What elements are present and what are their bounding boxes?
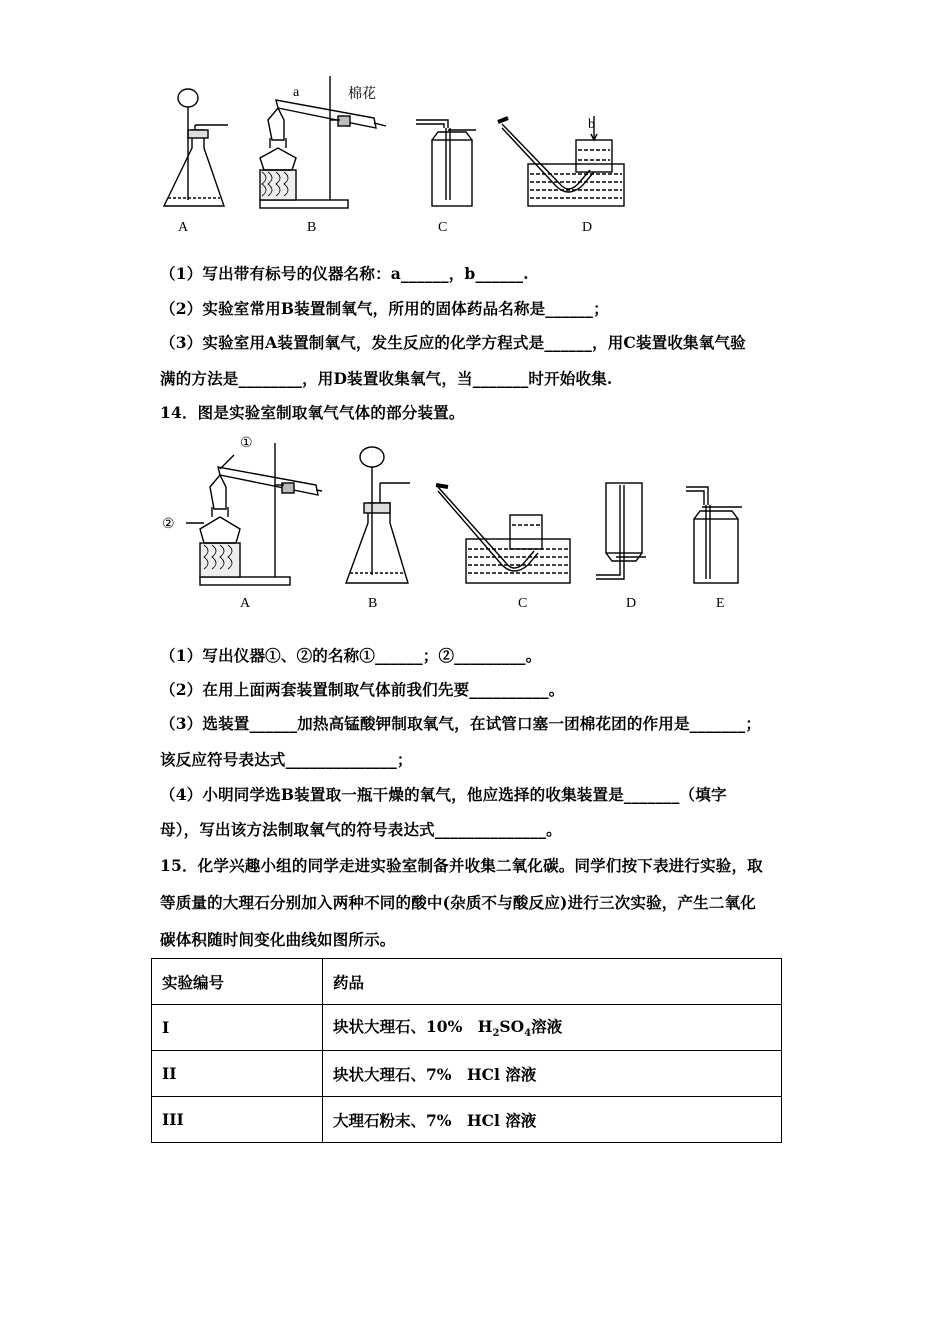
q14-title: 14．图是实验室制取氧气气体的部分装置。	[160, 403, 465, 422]
row-drug-sub1: 2	[492, 1028, 500, 1040]
row-drug: 大理石粉末、7% HCl 溶液	[323, 1097, 782, 1143]
fig13-label-d: D	[582, 220, 593, 235]
row-id: I	[152, 1005, 323, 1051]
row-id: III	[152, 1097, 323, 1143]
row-drug-mid: SO	[499, 1017, 525, 1037]
figure-14-svg	[150, 425, 760, 615]
fig13-label-c: C	[438, 220, 448, 235]
experiment-table	[151, 958, 782, 1143]
table-row	[152, 1005, 782, 1051]
row-id: II	[152, 1051, 323, 1097]
q14-line-2: （2）在用上面两套装置制取气体前我们先要__________。	[160, 680, 565, 699]
q13-line-4: 满的方法是________，用D装置收集氧气，当_______时开始收集.	[160, 369, 613, 388]
figure-13-svg	[150, 68, 650, 243]
q15-line-2: 等质量的大理石分别加入两种不同的酸中(杂质不与酸反应)进行三次实验，产生二氧化	[160, 893, 756, 912]
fig14-label-c: C	[518, 596, 528, 611]
q14-line-3: （3）选装置______加热高锰酸钾制取氧气，在试管口塞一团棉花团的作用是_______；	[160, 714, 762, 733]
header-cell-drug: 药品	[323, 959, 782, 1005]
header-cell-id: 实验编号	[152, 959, 323, 1005]
fig13-mark-b: b	[588, 117, 595, 132]
figure-13-apparatus	[150, 68, 650, 243]
fig13-mark-a: a	[293, 85, 300, 100]
fig14-label-b: B	[368, 596, 378, 611]
q14-line-5: （4）小明同学选B装置取一瓶干燥的氧气，他应选择的收集装置是_______（填字	[160, 785, 727, 804]
table-header-row	[152, 959, 782, 1005]
row-drug	[323, 1005, 782, 1051]
fig13-label-b: B	[307, 220, 317, 235]
fig14-label-a: A	[240, 596, 251, 611]
table-row	[152, 1097, 782, 1143]
q14-line-4: 该反应符号表达式______________；	[160, 750, 413, 769]
q14-line-6: 母），写出该方法制取氧气的符号表达式______________。	[160, 820, 562, 839]
row-drug: 块状大理石、7% HCl 溶液	[323, 1051, 782, 1097]
row-drug-pre: 块状大理石、10% H	[333, 1017, 493, 1037]
figure-14-apparatus	[150, 425, 760, 615]
fig14-label-e: E	[716, 596, 725, 611]
q14-line-1: （1）写出仪器①、②的名称①______；②_________。	[160, 646, 542, 665]
q15-line-3: 碳体积随时间变化曲线如图所示。	[160, 930, 396, 949]
q13-line-2: （2）实验室常用B装置制氧气，所用的固体药品名称是______；	[160, 299, 609, 318]
fig14-mark-1: ①	[240, 436, 253, 451]
fig13-label-a: A	[178, 220, 189, 235]
fig14-label-d: D	[626, 596, 637, 611]
fig13-cotton-label: 棉花	[348, 87, 376, 102]
row-drug-post: 溶液	[531, 1017, 563, 1037]
table-row	[152, 1051, 782, 1097]
q13-line-1: （1）写出带有标号的仪器名称：a______，b______.	[160, 264, 529, 283]
row-drug-sub2: 4	[524, 1028, 532, 1040]
fig14-mark-2: ②	[162, 517, 175, 532]
q13-line-3: （3）实验室用A装置制氧气，发生反应的化学方程式是______，用C装置收集氧气验	[160, 333, 746, 352]
q15-line-1: 15．化学兴趣小组的同学走进实验室制备并收集二氧化碳。同学们按下表进行实验，取	[160, 856, 763, 875]
